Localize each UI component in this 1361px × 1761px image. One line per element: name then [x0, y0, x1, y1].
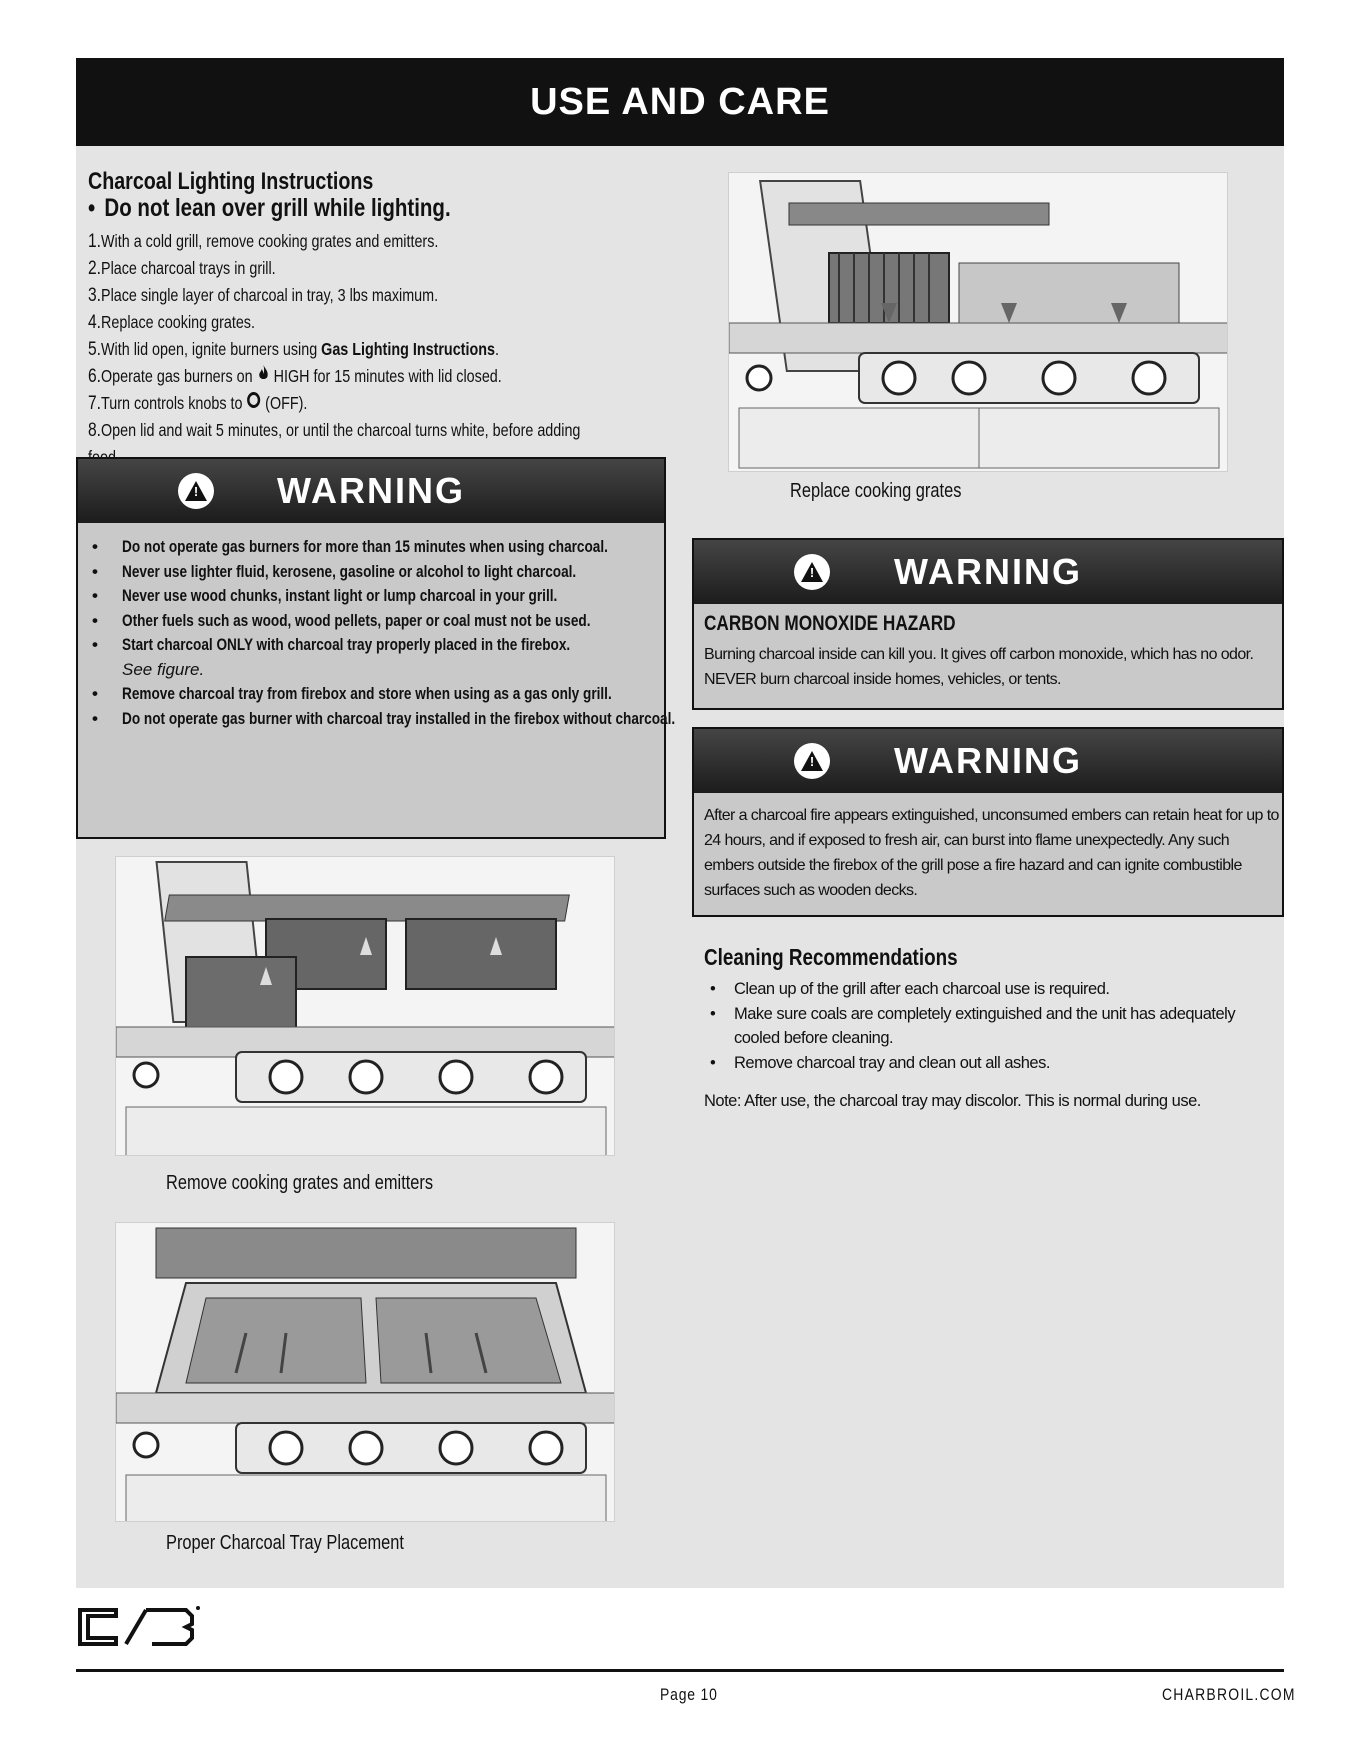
caption-placement: Proper Charcoal Tray Placement [166, 1532, 404, 1554]
lighting-lead: • Do not lean over grill while lighting. [88, 194, 451, 222]
lighting-title: Charcoal Lighting Instructions [88, 168, 374, 195]
grill-illustration [729, 173, 1228, 472]
website-link[interactable]: CHARBROIL.COM [1162, 1685, 1296, 1704]
warning-header: ! WARNING [694, 729, 1282, 793]
grill-illustration [116, 857, 615, 1156]
warning-box-embers [692, 727, 1284, 917]
cleaning-note: Note: After use, the charcoal tray may discolor. This is normal during use. [704, 1092, 1201, 1110]
warning-triangle-icon: ! [794, 743, 830, 779]
warning-box-charcoal [76, 457, 676, 839]
list-item: 7.Turn controls knobs to (OFF). [88, 393, 308, 414]
list-item: 5.With lid open, ignite burners using Gas Lighting Instructions. [88, 339, 499, 360]
warning-list [92, 535, 676, 731]
list-item: 4.Replace cooking grates. [88, 312, 255, 333]
caption-replace: Replace cooking grates [790, 480, 962, 502]
list-item: • Clean up of the grill after each charcoal use is required. [710, 980, 1110, 998]
flame-icon [257, 364, 270, 382]
off-circle-icon [246, 391, 261, 409]
warning-header: ! WARNING [694, 540, 1282, 604]
list-item: • Start charcoal ONLY with charcoal tray properly placed in the firebox. See figure. [92, 635, 571, 679]
warning-triangle-icon: ! [794, 554, 830, 590]
list-item: • Remove charcoal tray and clean out all ashes. [710, 1053, 1050, 1072]
footer-divider [76, 1669, 1284, 1672]
list-item: 1.With a cold grill, remove cooking grates and emitters. [88, 231, 439, 252]
hazard-subheading: CARBON MONOXIDE HAZARD [704, 612, 956, 635]
list-item: • Remove charcoal tray from firebox and store when using as a gas only grill. [92, 684, 612, 703]
caption-remove: Remove cooking grates and emitters [166, 1172, 434, 1194]
list-item: 3.Place single layer of charcoal in tray, 3 lbs maximum. [88, 285, 439, 306]
cleaning-title: Cleaning Recommendations [704, 944, 958, 970]
cleaning-list [704, 977, 1274, 1075]
cleaning-recommendations [704, 944, 1274, 1075]
page-title: USE AND CARE [530, 80, 830, 123]
list-item: • Other fuels such as wood, wood pellets, paper or coal must not be used. [92, 610, 591, 630]
list-item: • Do not operate gas burner with charcoal tray installed in the firebox without charcoal. [92, 708, 676, 728]
list-item: • Never use wood chunks, instant light or lump charcoal in your grill. [92, 586, 558, 605]
hazard-text: Burning charcoal inside can kill you. It gives off carbon monoxide, which has no odor. NEVER burn charcoal inside homes, vehicles, or tents. [704, 646, 1254, 688]
figure-remove-grates [115, 856, 615, 1156]
charbroil-logo [76, 1602, 226, 1652]
list-item: • Do not operate gas burners for more than 15 minutes when using charcoal. [92, 537, 608, 556]
list-item: 2.Place charcoal trays in grill. [88, 258, 276, 279]
page-header [76, 58, 1284, 146]
figure-tray-placement [115, 1222, 615, 1522]
list-item: • Make sure coals are completely extinguished and the unit has adequately cooled before cleaning. [710, 1004, 1236, 1047]
embers-text: After a charcoal fire appears extinguished, unconsumed embers can retain heat for up to 24 hours, and if exposed to fresh air, can burst into flame unexpectedly. Any such embers outside the firebox of the grill pose a fire hazard and can ignite combustible surfaces such as wooden decks. [704, 807, 1279, 899]
lighting-steps [88, 228, 689, 471]
grill-illustration [116, 1223, 615, 1522]
warning-box-carbon-monoxide [692, 538, 1284, 710]
figure-replace-grates [728, 172, 1228, 472]
warning-header: ! WARNING [78, 459, 664, 523]
warning-triangle-icon: ! [178, 473, 214, 509]
page-number: Page 10 [660, 1685, 718, 1704]
list-item: • Never use lighter fluid, kerosene, gasoline or alcohol to light charcoal. [92, 561, 577, 581]
list-item: 8.Open lid and wait 5 minutes, or until the charcoal turns white, before adding [88, 420, 581, 441]
list-item: 6.Operate gas burners on HIGH for 15 minutes with lid closed. [88, 366, 502, 387]
